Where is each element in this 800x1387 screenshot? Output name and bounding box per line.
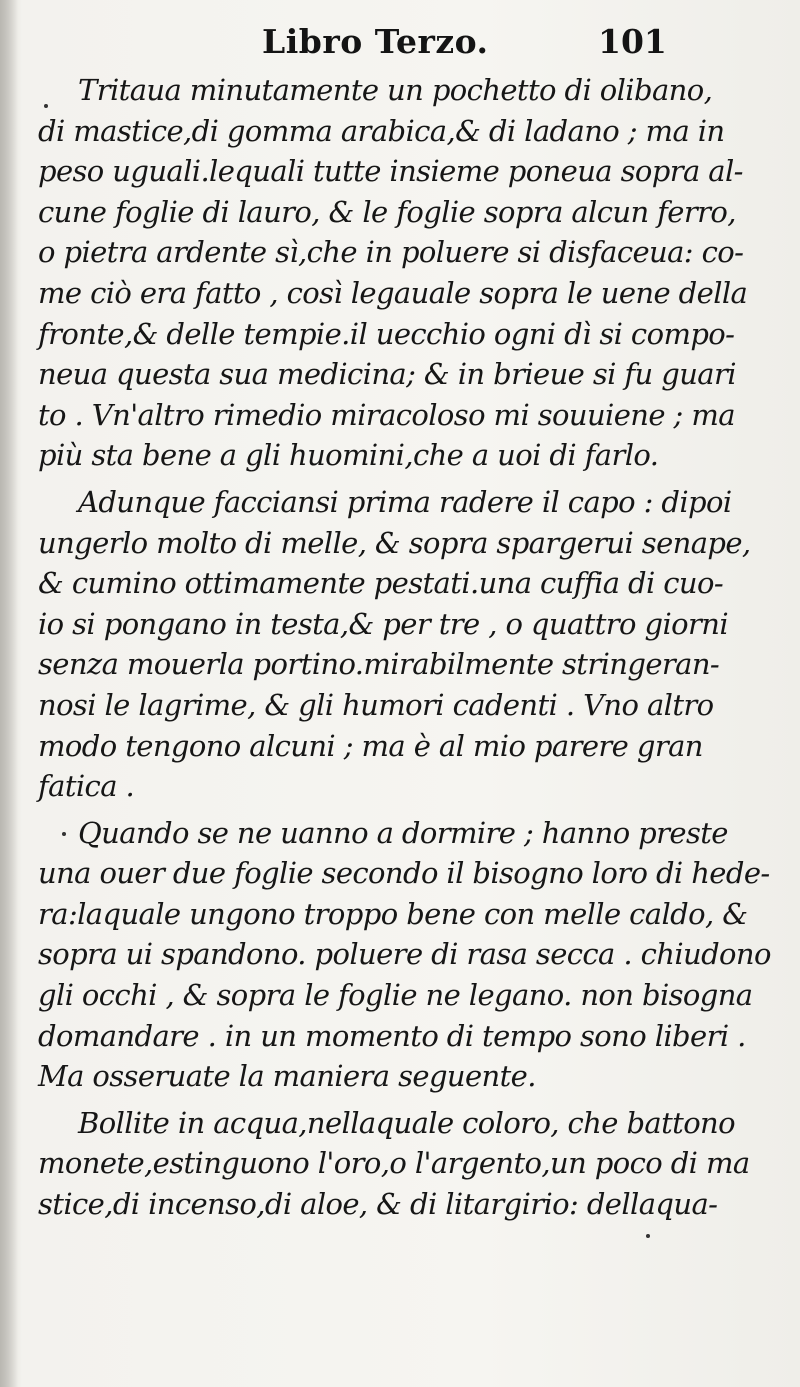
ink-speck [646, 1234, 650, 1238]
text-line: cune foglie di lauro, & le foglie sopra alcun ferro, [38, 194, 736, 229]
text-line: me ciò era fatto , così legauale sopra le uene della [38, 275, 748, 310]
text-line: gli occhi , & sopra le foglie ne legano. non bisogna [38, 978, 753, 1013]
paragraph-container [38, 70, 771, 1225]
text-line: to . Vn'altro rimedio miracoloso mi souuiene ; ma [38, 397, 735, 432]
text-line: più sta bene a gli huomini,che a uoi di farlo. [38, 438, 659, 473]
text-line: stice,di incenso,di aloe, & di litargirio: dellaqua- [38, 1187, 718, 1222]
text-line: ungerlo molto di melle, & sopra spargerui senape, [38, 525, 751, 560]
page-header [0, 22, 800, 62]
text-line: & cumino ottimamente pestati.una cuffia di cuo- [38, 566, 724, 601]
text-line: Adunque facciansi prima radere il capo : dipoi [78, 484, 732, 519]
text-line: Bollite in acqua,nellaquale coloro, che battono [78, 1105, 735, 1140]
ink-speck [44, 104, 48, 108]
body-text [38, 70, 771, 1225]
ink-speck [62, 832, 66, 836]
text-line: nosi le lagrime, & gli humori cadenti . Vno altro [38, 687, 714, 722]
text-line: fronte,& delle tempie.il uecchio ogni dì si compo- [38, 316, 735, 351]
text-line: monete,estinguono l'oro,o l'argento,un poco di ma [38, 1146, 750, 1181]
text-line: neua questa sua medicina; & in brieue si fu guari [38, 357, 736, 392]
text-line: Quando se ne uanno a dormire ; hanno preste [78, 815, 728, 850]
text-line: Tritaua minutamente un pochetto di olibano, [78, 73, 713, 107]
text-line: di mastice,di gomma arabica,& di ladano ; ma in [38, 113, 725, 148]
text-line: modo tengono alcuni ; ma è al mio parere gran [38, 728, 703, 763]
text-line: Ma osseruate la maniera seguente. [38, 1059, 536, 1094]
text-line: fatica . [38, 769, 135, 804]
page-number: 101 [598, 22, 667, 61]
text-line: domandare . in un momento di tempo sono liberi . [38, 1018, 746, 1053]
running-title: Libro Terzo. [262, 22, 489, 61]
text-line: o pietra ardente sì,che in poluere si disfaceua: co- [38, 235, 744, 270]
text-line: una ouer due foglie secondo il bisogno loro di hede- [38, 856, 770, 891]
text-line: peso uguali.lequali tutte insieme poneua sopra al- [38, 154, 743, 189]
page-gutter-shadow [0, 0, 18, 1387]
text-line: ra:laquale ungono troppo bene con melle caldo, & [38, 896, 748, 931]
text-line: io si pongano in testa,& per tre , o quattro giorni [38, 606, 729, 641]
text-line: senza mouerla portino.mirabilmente stringeran- [38, 647, 720, 682]
text-line: sopra ui spandono. poluere di rasa secca . chiudono [38, 937, 771, 972]
